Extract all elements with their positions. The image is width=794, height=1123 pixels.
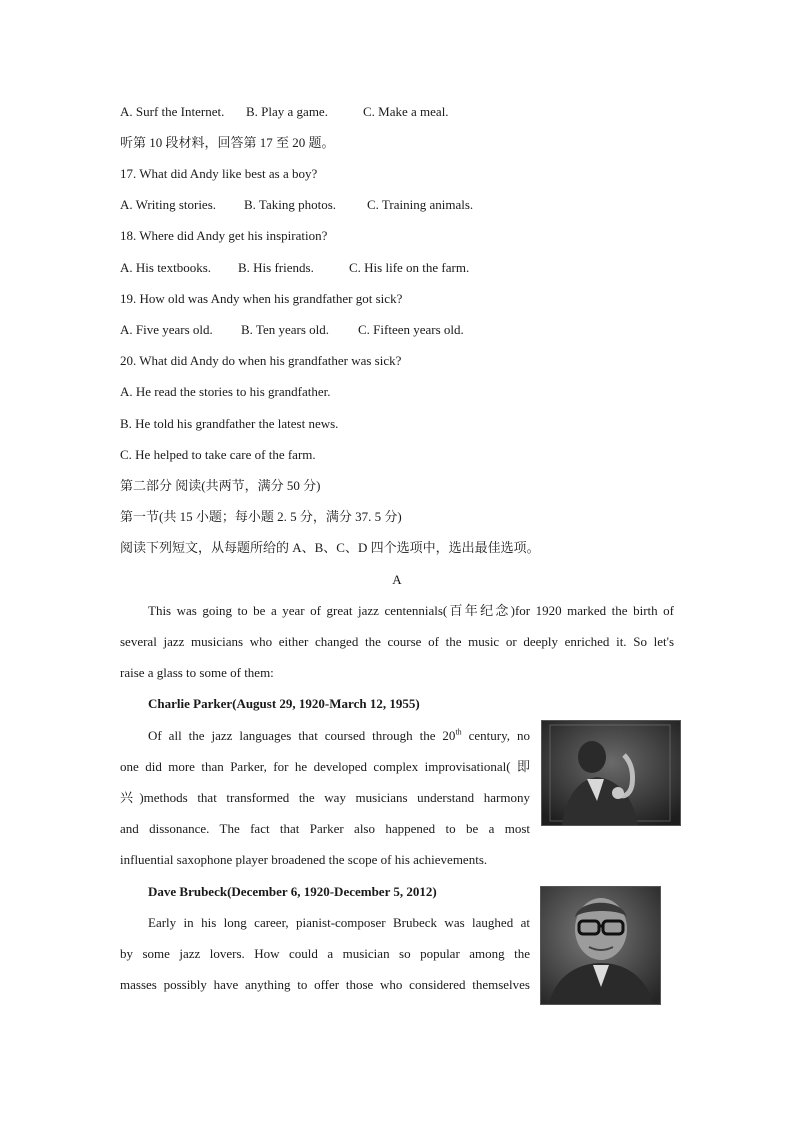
intro-line-3: raise a glass to some of them: — [120, 665, 274, 680]
q20-option-a: A. He read the stories to his grandfather. — [120, 384, 331, 399]
q18-stem: 18. Where did Andy get his inspiration? — [120, 228, 328, 243]
q16-options — [120, 104, 449, 120]
q19-option-b: B. Ten years old. — [241, 322, 330, 337]
charlie-parker-photo — [541, 720, 681, 826]
parker-line-1: Of all the jazz languages that coursed through the 20th century, no — [148, 727, 530, 743]
q20-option-b: B. He told his grandfather the latest news. — [120, 416, 339, 431]
q18-options — [120, 260, 469, 276]
q17-option-b: B. Taking photos. — [244, 197, 337, 212]
parker-line-3: 兴)methods that transformed the way musicians understand harmony — [120, 790, 530, 805]
q20-option-c: C. He helped to take care of the farm. — [120, 447, 316, 462]
q16-option-a: A. Surf the Internet. — [120, 104, 225, 119]
instructions: 阅读下列短文，从每题所给的 A、B、C、D 四个选项中，选出最佳选项。 — [120, 540, 540, 555]
parker-line-2: one did more than Parker, for he developed complex improvisational( 即 — [120, 759, 530, 774]
q17-option-c: C. Training animals. — [367, 197, 474, 212]
brubeck-heading: Dave Brubeck(December 6, 1920-December 5, 2012) — [148, 884, 437, 899]
parker-heading: Charlie Parker(August 29, 1920-March 12, 1955) — [148, 696, 420, 711]
part2-title: 第二部分 阅读(共两节，满分 50 分) — [120, 478, 321, 493]
q16-option-c: C. Make a meal. — [363, 104, 449, 119]
q18-option-c: C. His life on the farm. — [349, 260, 470, 275]
q19-option-c: C. Fifteen years old. — [358, 322, 464, 337]
brubeck-line-1: Early in his long career, pianist-composer Brubeck was laughed at — [148, 915, 530, 930]
section1-title: 第一节(共 15 小题；每小题 2. 5 分，满分 37. 5 分) — [120, 509, 402, 524]
intro-line-1: This was going to be a year of great jazz centennials(百年纪念)for 1920 marked the birth of — [148, 603, 674, 618]
q18-option-b: B. His friends. — [238, 260, 314, 275]
q19-stem: 19. How old was Andy when his grandfather got sick? — [120, 291, 403, 306]
passage-label: A — [392, 572, 402, 587]
parker-line-4: and dissonance. The fact that Parker also happened to be a most — [120, 821, 530, 836]
dave-brubeck-photo — [540, 886, 661, 1005]
q18-option-a: A. His textbooks. — [120, 260, 211, 275]
q17-option-a: A. Writing stories. — [120, 197, 217, 212]
section10-intro: 听第 10 段材料，回答第 17 至 20 题。 — [120, 135, 335, 150]
brubeck-line-3: masses possibly have anything to offer those who considered themselves — [120, 977, 530, 992]
q19-options — [120, 322, 464, 338]
q16-option-b: B. Play a game. — [246, 104, 328, 119]
q17-options — [120, 197, 473, 213]
parker-line-5: influential saxophone player broadened the scope of his achievements. — [120, 852, 488, 867]
q17-stem: 17. What did Andy like best as a boy? — [120, 166, 318, 181]
brubeck-line-2: by some jazz lovers. How could a musician so popular among the — [120, 946, 530, 961]
q19-option-a: A. Five years old. — [120, 322, 213, 337]
intro-line-2: several jazz musicians who either changed the course of the music or deeply enriched it. So let's — [120, 634, 674, 649]
q20-stem: 20. What did Andy do when his grandfather was sick? — [120, 353, 402, 368]
